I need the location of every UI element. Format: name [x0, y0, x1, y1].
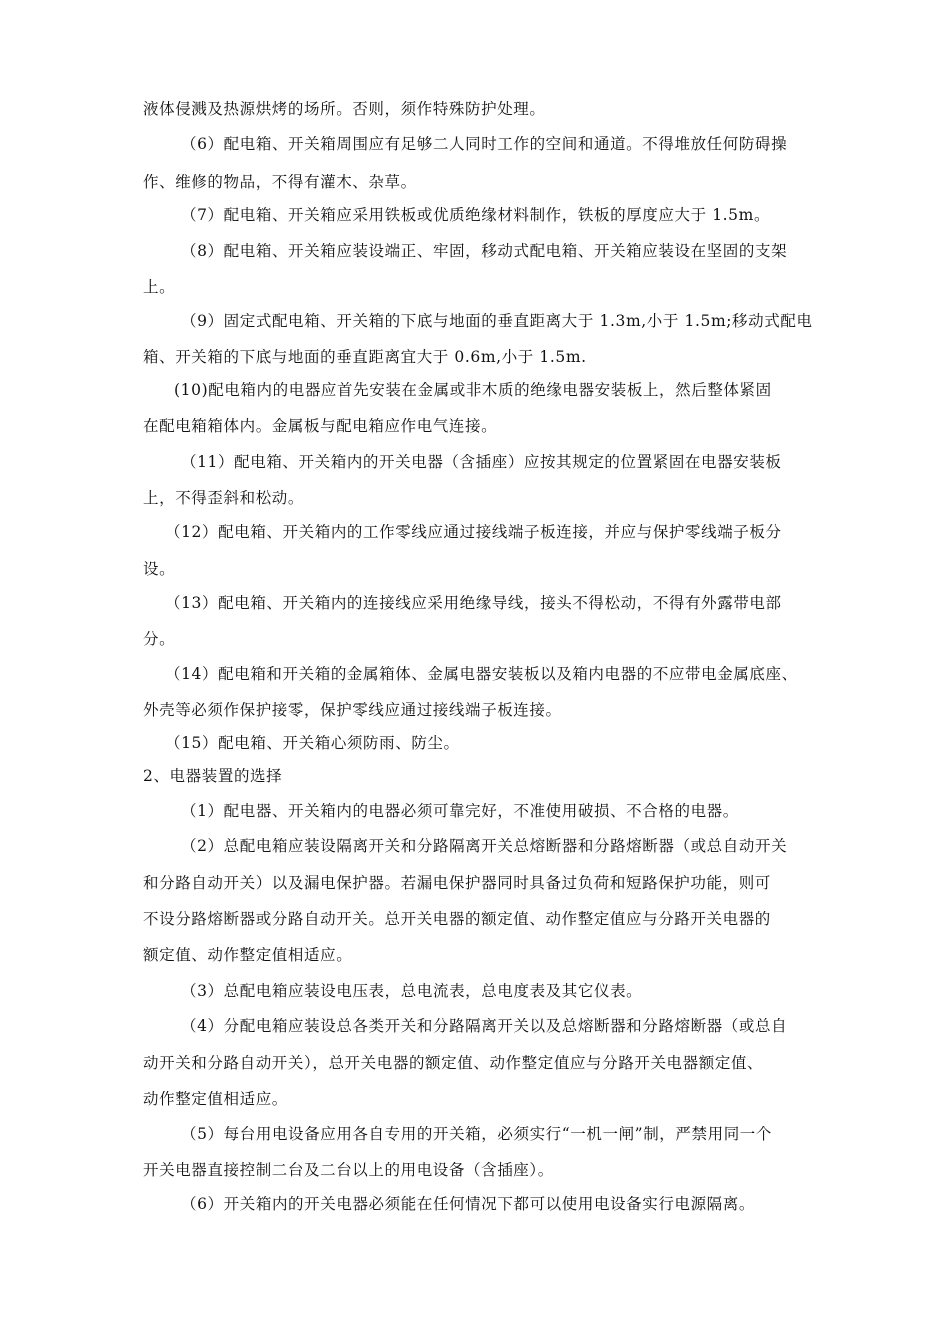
- text-line: 上。: [143, 278, 176, 296]
- text-line: （4）分配电箱应装设总各类开关和分路隔离开关以及总熔断器和分路熔断器（或总自: [181, 1017, 788, 1035]
- text-line: 作、维修的物品，不得有灌木、杂草。: [143, 173, 417, 191]
- text-line: 额定值、动作整定值相适应。: [143, 946, 353, 964]
- text-line: （7）配电箱、开关箱应采用铁板或优质绝缘材料制作，铁板的厚度应大于 1.5m。: [181, 206, 771, 224]
- text-line: （13）配电箱、开关箱内的连接线应采用绝缘导线，接头不得松动，不得有外露带电部: [165, 594, 782, 612]
- text-line: 箱、开关箱的下底与地面的垂直距离宜大于 0.6m,小于 1.5m.: [143, 348, 587, 366]
- text-line: 在配电箱箱体内。金属板与配电箱应作电气连接。: [143, 417, 498, 435]
- text-line: 动开关和分路自动开关），总开关电器的额定值、动作整定值应与分路开关电器额定值、: [143, 1054, 764, 1072]
- text-line: 外壳等必须作保护接零，保护零线应通过接线端子板连接。: [143, 701, 562, 719]
- text-line: （1）配电器、开关箱内的电器必须可靠完好，不准使用破损、不合格的电器。: [181, 802, 739, 820]
- text-line: （6）配电箱、开关箱周围应有足够二人同时工作的空间和通道。不得堆放任何防碍操: [181, 135, 788, 153]
- text-line: 动作整定值相适应。: [143, 1090, 288, 1108]
- text-line: （12）配电箱、开关箱内的工作零线应通过接线端子板连接，并应与保护零线端子板分: [165, 523, 782, 541]
- text-line: （11）配电箱、开关箱内的开关电器（含插座）应按其规定的位置紧固在电器安装板: [181, 453, 782, 471]
- text-line: 上，不得歪斜和松动。: [143, 489, 305, 507]
- section-heading: 2、电器装置的选择: [143, 767, 283, 785]
- text-line: 不设分路熔断器或分路自动开关。总开关电器的额定值、动作整定值应与分路开关电器的: [143, 910, 771, 928]
- text-line: （5）每台用电设备应用各自专用的开关箱，必须实行“一机一闸”制，严禁用同一个: [181, 1125, 773, 1143]
- text-line: 液体侵溅及热源烘烤的场所。否则，须作特殊防护处理。: [143, 100, 546, 118]
- text-line: 和分路自动开关）以及漏电保护器。若漏电保护器同时具备过负荷和短路保护功能，则可: [143, 874, 771, 892]
- text-line: 开关电器直接控制二台及二台以上的用电设备（含插座）。: [143, 1161, 554, 1179]
- text-line: （8）配电箱、开关箱应装设端正、牢固，移动式配电箱、开关箱应装设在坚固的支架: [181, 242, 788, 260]
- text-line: （15）配电箱、开关箱心须防雨、防尘。: [165, 734, 460, 752]
- text-line: (10)配电箱内的电器应首先安装在金属或非木质的绝缘电器安装板上，然后整体紧固: [174, 381, 772, 399]
- text-line: 分。: [143, 630, 176, 648]
- text-line: （9）固定式配电箱、开关箱的下底与地面的垂直距离大于 1.3m,小于 1.5m;移动式配电: [181, 312, 813, 330]
- text-line: （14）配电箱和开关箱的金属箱体、金属电器安装板以及箱内电器的不应带电金属底座、: [165, 665, 798, 683]
- text-line: （2）总配电箱应装设隔离开关和分路隔离开关总熔断器和分路熔断器（或总自动开关: [181, 837, 788, 855]
- text-line: （3）总配电箱应装设电压表，总电流表，总电度表及其它仪表。: [181, 982, 643, 1000]
- text-line: （6）开关箱内的开关电器必须能在任何情况下都可以使用电设备实行电源隔离。: [181, 1195, 755, 1213]
- text-line: 设。: [143, 560, 176, 578]
